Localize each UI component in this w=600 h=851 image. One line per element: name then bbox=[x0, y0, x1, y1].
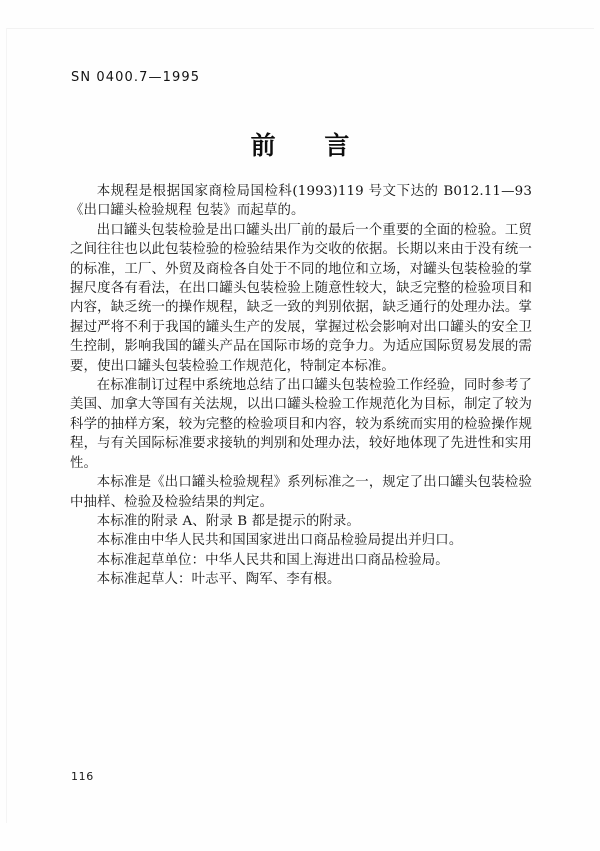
page-title: 前 言 bbox=[250, 131, 370, 160]
paragraph: 本标准由中华人民共和国国家进出口商品检验局提出并归口。 bbox=[96, 533, 463, 549]
paragraph: 本标准是《出口罐头检验规程》系列标准之一，规定了出口罐头包装检验中抽样、检验及检验结果的判定。 bbox=[70, 475, 532, 510]
scan-edge-artifact-top bbox=[6, 28, 594, 29]
paragraph: 本标准的附录 A、附录 B 都是提示的附录。 bbox=[96, 513, 361, 529]
paragraph: 本标准起草人：叶志平、陶军、李有根。 bbox=[96, 572, 341, 588]
paragraph: 出口罐头包装检验是出口罐头出厂前的最后一个重要的全面的检验。工贸之间往往也以此包装检验的检验结果作为交收的依据。长期以来由于没有统一的标准，工厂、外贸及商检各自处于不同的地位和立场，对罐头包装检验的掌握尺度各有看法，在出口罐头包装检验上随意性较大，缺乏完整的检验项目和内容，缺乏统一的操作规程，缺乏一致的判别依据，缺乏通行的处理办法。掌握过严将不利于我国的罐头生产的发展，掌握过松会影响对出口罐头的安全卫生控制，影响我国的罐头产品在国际市场的竞争力。为适应国际贸易发展的需要，使出口罐头包装检验工作规范化，特制定本标准。 bbox=[70, 222, 532, 374]
body-text-block bbox=[70, 182, 532, 590]
paragraph: 本规程是根据国家商检局国检科(1993)119 号文下达的 B012.11—93《出口罐头检验规程 包装》而起草的。 bbox=[70, 184, 532, 219]
paragraph: 本标准起草单位：中华人民共和国上海进出口商品检验局。 bbox=[96, 552, 449, 568]
page-number: 116 bbox=[71, 770, 94, 783]
standard-number-header: SN 0400.7—1995 bbox=[71, 70, 201, 85]
paragraph: 在标准制订过程中系统地总结了出口罐头包装检验工作经验，同时参考了美国、加拿大等国有关法规，以出口罐头检验工作规范化为目标，制定了较为科学的抽样方案，较为完整的检验项目和内容，较为系统而实用的检验操作规程，与有关国际标准要求接轨的判别和处理办法，较好地体现了先进性和实用性。 bbox=[70, 378, 532, 471]
